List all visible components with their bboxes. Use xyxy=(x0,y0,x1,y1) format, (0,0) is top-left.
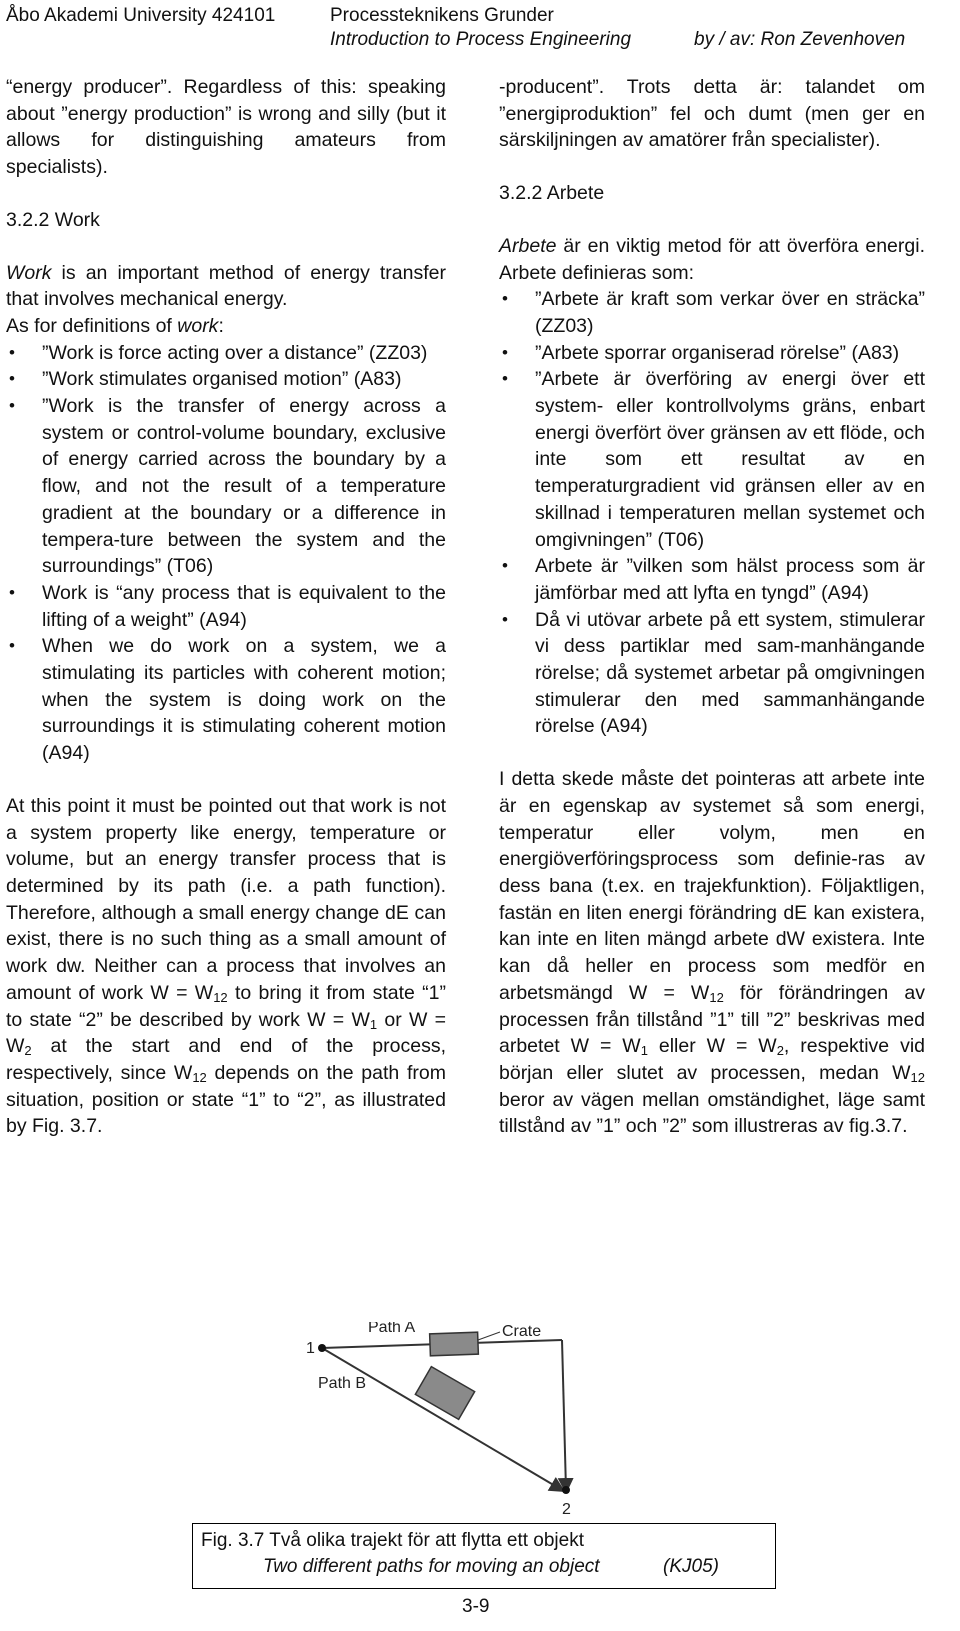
definition-term: Work xyxy=(6,261,52,284)
list-item: • ”Work stimulates organised motion” (A83) xyxy=(6,366,446,393)
figure-caption xyxy=(192,1523,776,1589)
caption-english: Two different paths for moving an object xyxy=(263,1556,600,1577)
text-run: to bring it from state “1” to state “2” be described by work W = W xyxy=(6,981,446,1031)
label-state-1: 1 xyxy=(306,1340,315,1357)
subscript: 2 xyxy=(776,1043,784,1059)
state-1-point xyxy=(318,1344,326,1352)
text-run: eller W = W xyxy=(647,1035,777,1058)
subscript: 12 xyxy=(709,989,724,1005)
lead-suffix: : xyxy=(218,314,224,337)
definition-text: is an important method of energy transfer that involves mechanical energy. xyxy=(6,261,446,311)
path-diagram xyxy=(300,1322,600,1522)
caption-reference: (KJ05) xyxy=(663,1556,719,1577)
right-column xyxy=(499,74,925,1140)
caption-swedish: Fig. 3.7 Två olika trajekt för att flytta ett objekt xyxy=(201,1530,584,1551)
lead-text: As for definitions of xyxy=(6,314,178,337)
text-run: för förändringen av processen från tillstånd ”1” till ”2” beskrivas med arbetet W = W xyxy=(499,981,925,1058)
section-heading: 3.2.2 Work xyxy=(6,208,100,231)
subscript: 12 xyxy=(910,1069,925,1085)
list-item: • When we do work on a system, we a stimulating its particles with coherent motion; when the system is doing work on the surroundings it is stimulating coherent motion (A94) xyxy=(6,633,446,767)
definition-term: Arbete xyxy=(499,234,557,257)
definition-list xyxy=(499,286,925,740)
list-item: • ”Arbete är överföring av energi över ett system- eller kontrollvolyms gräns, enbart energi överfört över gränsen av ett flöde, och inte som ett resultat av en temperaturgradient vid gränsen eller av en skillnad i temperaturen mellan systemet och omgivningen” (T06) xyxy=(499,366,925,553)
left-column xyxy=(6,74,446,1140)
state-2-point xyxy=(562,1486,570,1494)
page-number: 3-9 xyxy=(462,1596,490,1617)
label-path-b: Path B xyxy=(318,1375,367,1392)
subscript: 2 xyxy=(24,1043,32,1059)
list-item: • ”Work is the transfer of energy across a system or control-volume boundary, exclusive of energy carried across the boundary by a flow, and not the result of a temperature gradient at the boundary or a difference in tempera-ture between the system and the surroundings” (T06) xyxy=(6,393,446,580)
text-run: depends on the path from situation, position or state “1” to “2”, as illustrated by Fig. 3.7. xyxy=(6,1061,446,1138)
subscript: 1 xyxy=(640,1043,648,1059)
list-item: • Work is “any process that is equivalent to the lifting of a weight” (A94) xyxy=(6,580,446,633)
header-course-en: Introduction to Process Engineering xyxy=(330,29,632,50)
definitions-lead xyxy=(6,313,446,340)
work-path-figure xyxy=(300,1322,600,1522)
label-state-2: 2 xyxy=(562,1501,571,1518)
body-paragraph xyxy=(499,766,925,1140)
list-item: • ”Arbete sporrar organiserad rörelse” (A83) xyxy=(499,340,925,367)
header-course-sv: Processteknikens Grunder xyxy=(330,5,554,26)
section-heading: 3.2.2 Arbete xyxy=(499,182,605,205)
label-path-a: Path A xyxy=(368,1322,416,1336)
list-item: • Arbete är ”vilken som hälst process som är jämförbar med att lyfta en tyngd” (A94) xyxy=(499,553,925,606)
text-run: or W = W xyxy=(6,1008,446,1058)
text-run: At this point it must be pointed out that work is not a system property like energy, temperature or volume, but an energy transfer process that is determined by its path (i.e. a path function). Therefore, although a small energy change dE can exist, there is no such thing as a small amount of work dw. Neither can a process that involves an amount of work W = W xyxy=(6,794,446,1004)
header-institution: Åbo Akademi University 424101 xyxy=(6,5,276,26)
subscript: 12 xyxy=(192,1069,207,1085)
list-item: • Då vi utövar arbete på ett system, stimulerar vi dess partiklar med sam-manhängande rörelse; då systemet arbetar på omgivningen stimulerar den med sammanhängande rörelse (A94) xyxy=(499,607,925,741)
header-author: by / av: Ron Zevenhoven xyxy=(694,29,906,50)
definition-paragraph xyxy=(499,233,925,286)
list-item: • ”Arbete är kraft som verkar över en sträcka” (ZZ03) xyxy=(499,286,925,339)
crate-leader-line xyxy=(478,1332,500,1340)
body-paragraph xyxy=(6,793,446,1140)
subscript: 1 xyxy=(369,1016,378,1032)
crate-path-a xyxy=(430,1332,479,1356)
text-run: , respektive vid början eller slutet av processen, medan W xyxy=(499,1035,925,1084)
intro-paragraph: “energy producer”. Regardless of this: speaking about ”energy production” is wrong and silly (but it allows for distinguishing amateurs from specialists). xyxy=(6,76,446,179)
path-a-descent xyxy=(562,1340,566,1490)
text-run: I detta skede måste det pointeras att arbete inte är en egenskap av systemet så som energi, temperatur eller volym, men en energiöverföringsprocess som definie-ras av dess bana (t.ex. en trajekfunktion). Följaktligen, fastän en liten energi förändring dE kan existera, kan inte en liten mängd arbete dW existera. Inte kan då heller en process som medför en arbetsmängd W = W xyxy=(499,768,925,1004)
definition-list xyxy=(6,340,446,767)
definition-paragraph xyxy=(6,260,446,313)
text-run: at the start and end of the process, respectively, since W xyxy=(6,1035,446,1084)
text-run: beror av vägen mellan omständighet, läge samt tillstånd av ”1” och ”2” som illustreras av fig.3.7. xyxy=(499,1088,925,1138)
intro-paragraph: -producent”. Trots detta är: talandet om ”energiproduktion” fel och dumt (men ger en särskiljningen av amatörer från specialister). xyxy=(499,76,925,152)
list-item: • ”Work is force acting over a distance” (ZZ03) xyxy=(6,340,446,367)
lead-term: work xyxy=(177,314,219,337)
path-b-line xyxy=(322,1348,562,1490)
label-crate: Crate xyxy=(502,1323,542,1340)
subscript: 12 xyxy=(213,989,228,1005)
definition-text: är en viktig metod för att överföra energi. Arbete definieras som: xyxy=(499,234,925,284)
crate-path-b xyxy=(415,1367,474,1420)
